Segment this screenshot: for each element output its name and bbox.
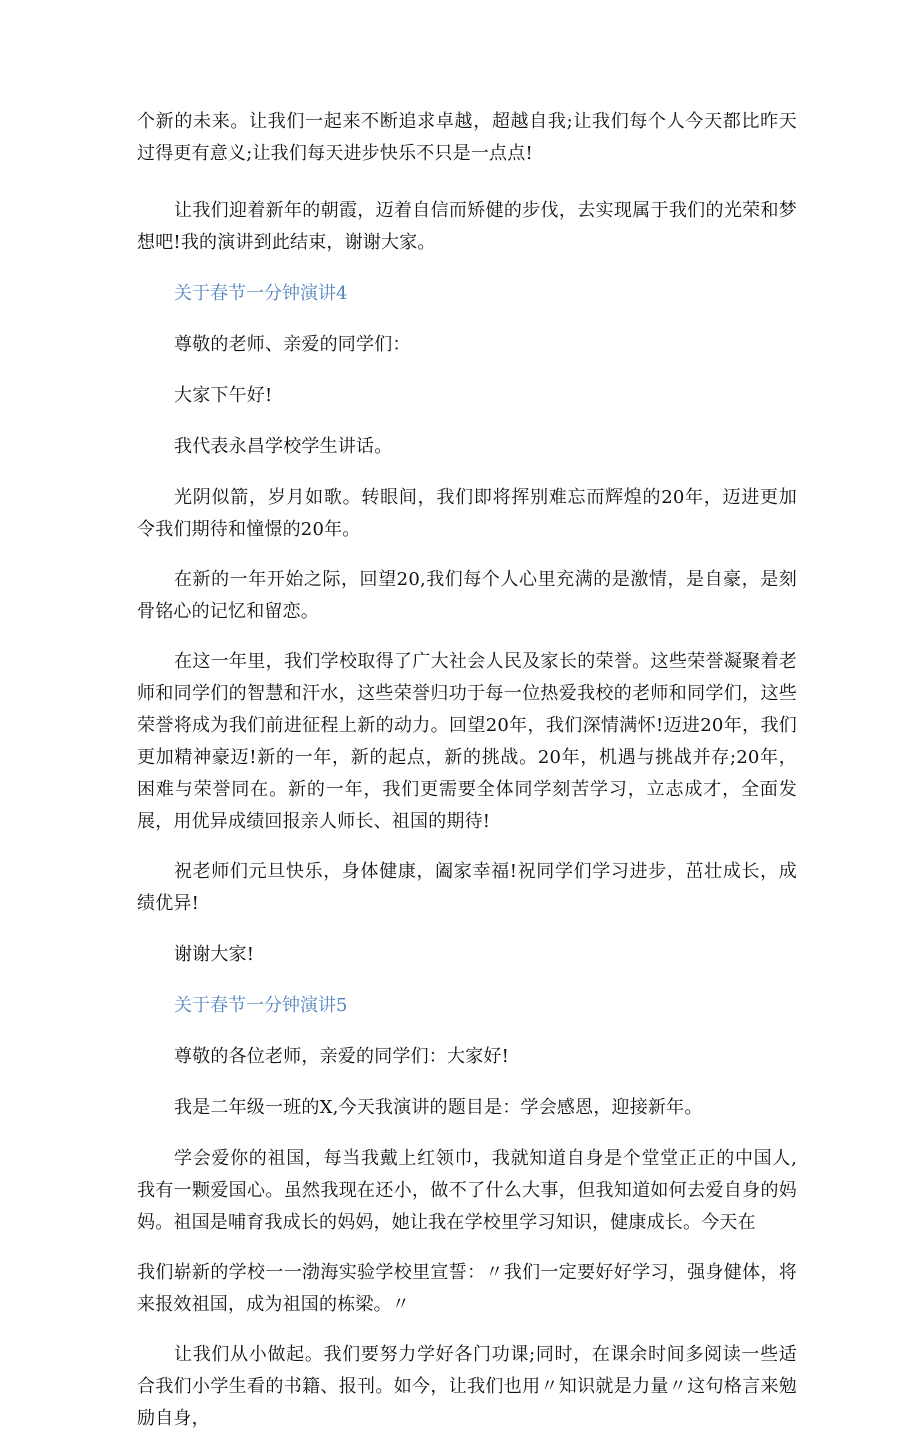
greeting-4: 尊敬的老师、亲爱的同学们： (174, 334, 411, 355)
section-heading-5: 关于春节一分钟演讲5 (174, 995, 348, 1016)
paragraph-lookback: 在新的一年开始之际，回望20,我们每个人心里充满的是激情，是自豪，是刻骨铭心的记忆和留恋。 (137, 569, 797, 622)
paragraph-oath: 我们崭新的学校一一渤海实验学校里宣誓：〃我们一定要好好学习，强身健体，将来报效祖国，成为祖国的栋梁。〃 (137, 1262, 797, 1315)
paragraph-topic: 我是二年级一班的X,今天我演讲的题目是：学会感恩，迎接新年。 (174, 1097, 703, 1118)
section-heading-4: 关于春节一分钟演讲4 (174, 283, 348, 304)
document-page (137, 106, 797, 1435)
paragraph-future: 个新的未来。让我们一起来不断追求卓越，超越自我;让我们每个人今天都比昨天过得更有意义;让我们每天进步快乐不只是一点点! (137, 111, 797, 164)
paragraph-time: 光阴似箭，岁月如歌。转眼间，我们即将挥别难忘而辉煌的20年，迈进更加令我们期待和憧憬的20年。 (137, 487, 797, 540)
paragraph-honors: 在这一年里，我们学校取得了广大社会人民及家长的荣誉。这些荣誉凝聚着老师和同学们的智慧和汗水，这些荣誉归功于每一位热爱我校的老师和同学们，这些荣誉将成为我们前进征程上新的动力。回望20年，我们深情满怀!迈进20年，我们更加精神豪迈!新的一年，新的起点，新的挑战。20年，机遇与挑战并存;20年，困难与荣誉同在。新的一年，我们更需要全体同学刻苦学习，立志成才，全面发展，用优异成绩回报亲人师长、祖国的期待! (137, 651, 797, 832)
paragraph-motherland: 学会爱你的祖国，每当我戴上红领巾，我就知道自身是个堂堂正正的中国人,我有一颗爱国心。虽然我现在还小，做不了什么大事，但我知道如何去爱自身的妈妈。祖国是哺育我成长的妈妈，她让我在学校里学习知识，健康成长。今天在 (137, 1148, 797, 1233)
thanks-4: 谢谢大家! (174, 944, 255, 965)
paragraph-closing: 让我们迎着新年的朝霞，迈着自信而矫健的步伐，去实现属于我们的光荣和梦想吧!我的演讲到此结束，谢谢大家。 (137, 200, 797, 253)
paragraph-wishes: 祝老师们元旦快乐，身体健康，阖家幸福!祝同学们学习进步，茁壮成长，成绩优异! (137, 861, 797, 914)
hello-4: 大家下午好! (174, 385, 273, 406)
greeting-5: 尊敬的各位老师，亲爱的同学们：大家好! (174, 1046, 510, 1067)
paragraph-study: 让我们从小做起。我们要努力学好各门功课;同时，在课余时间多阅读一些适合我们小学生看的书籍、报刊。如今，让我们也用〃知识就是力量〃这句格言来勉励自身， (137, 1344, 797, 1429)
intro-4: 我代表永昌学校学生讲话。 (174, 436, 393, 457)
